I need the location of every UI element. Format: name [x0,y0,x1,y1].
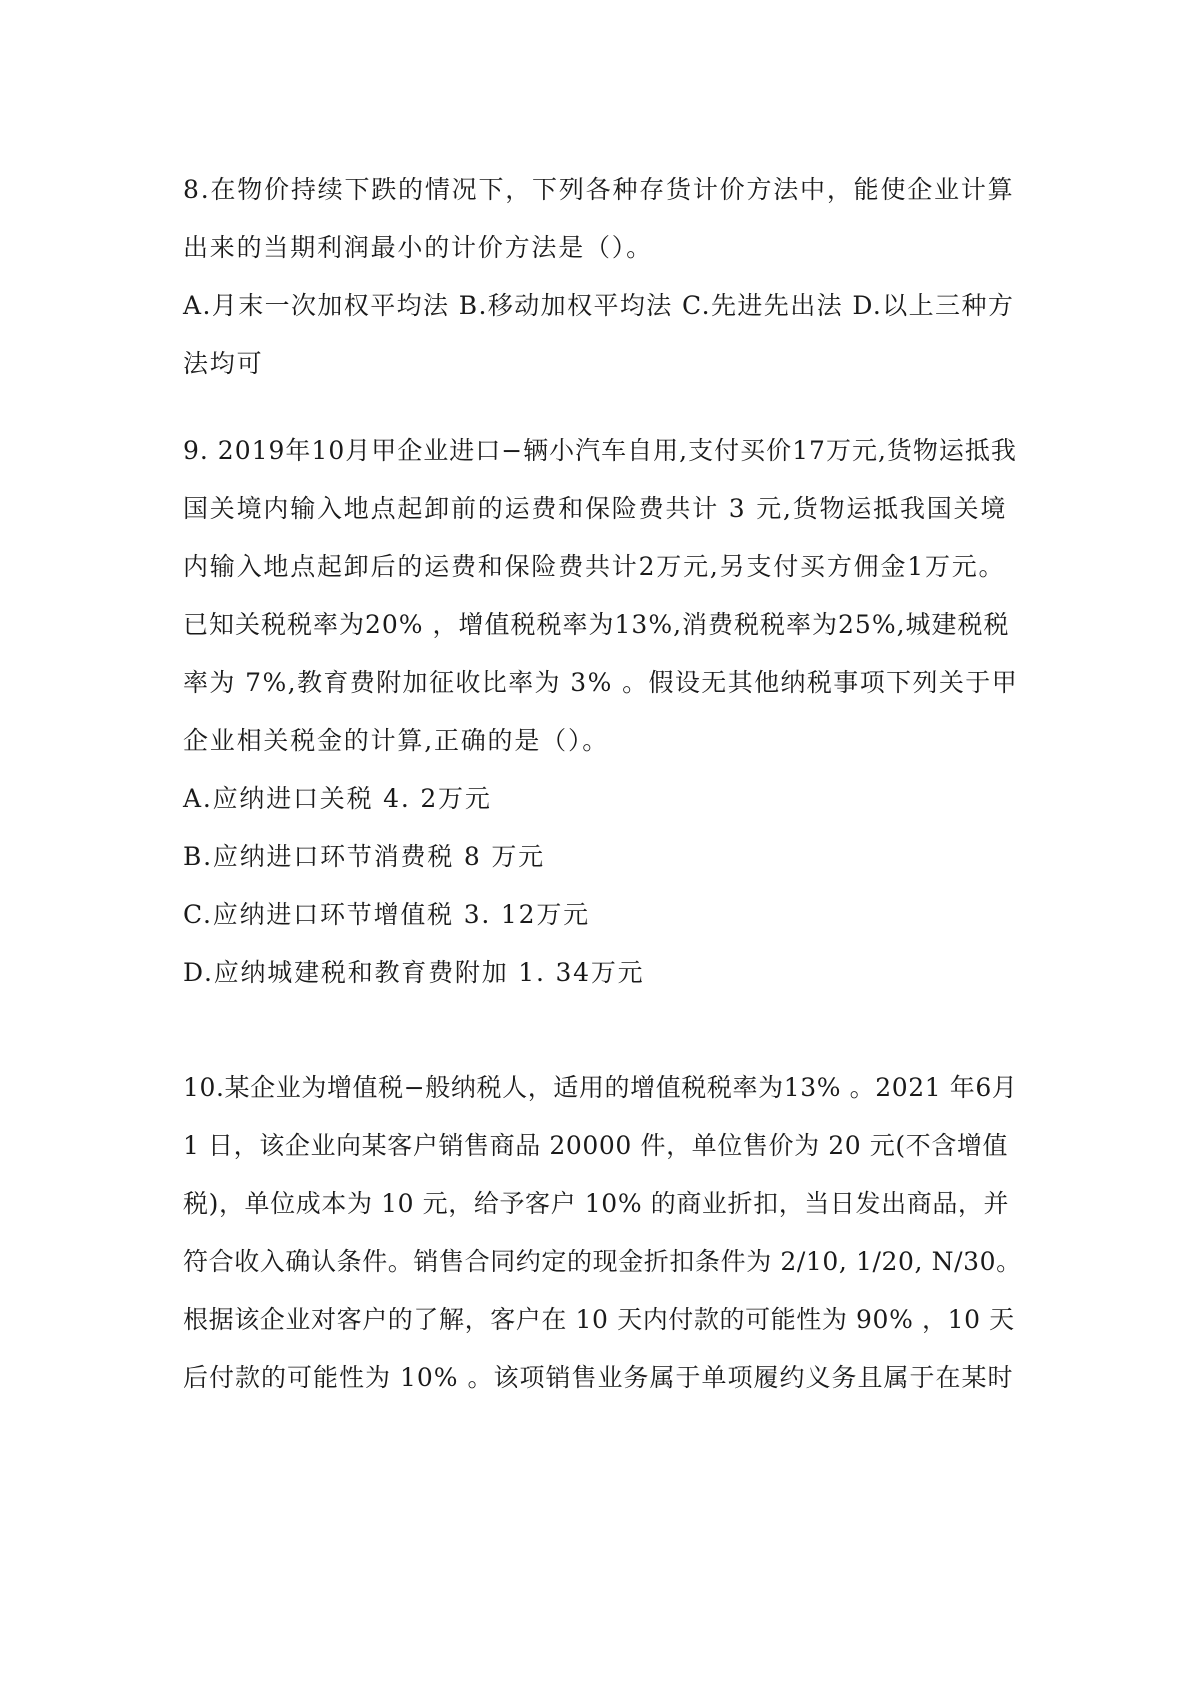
question-9-line-4: 已知关税税率为20% ，增值税税率为13%,消费税税率为25%,城建税税 [183,610,1010,639]
question-9-line-3: 内输入地点起卸后的运费和保险费共计2万元,另支付买方佣金1万元。 [183,552,1006,581]
question-8-line-2: 出来的当期利润最小的计价方法是（）。 [183,233,653,262]
question-9-line-5: 率为 7%,教育费附加征收比率为 3% 。假设无其他纳税事项下列关于甲 [183,668,1019,697]
question-8-options-line-1: A.月末一次加权平均法 B.移动加权平均法 C.先进先出法 D.以上三种方 [183,291,1015,320]
question-9-option-d: D.应纳城建税和教育费附加 1. 34万元 [183,958,645,987]
question-9-line-1: 9. 2019年10月甲企业进口−辆小汽车自用,支付买价17万元,货物运抵我 [183,436,1017,465]
question-10-line-1: 10.某企业为增值税−般纳税人，适用的增值税税率为13% 。2021 年6月 [183,1073,1018,1102]
question-10-line-4: 符合收入确认条件。销售合同约定的现金折扣条件为 2/10, 1/20, N/30。 [183,1247,1022,1276]
question-10-line-6: 后付款的可能性为 10% 。该项销售业务属于单项履约义务且属于在某时 [183,1363,1014,1392]
question-10-line-5: 根据该企业对客户的了解，客户在 10 天内付款的可能性为 90% ，10 天 [183,1305,1015,1334]
question-10-line-3: 税)，单位成本为 10 元，给予客户 10% 的商业折扣，当日发出商品，并 [183,1189,1010,1218]
question-9-option-b: B.应纳进口环节消费税 8 万元 [183,842,545,871]
question-9-line-6: 企业相关税金的计算,正确的是（）。 [183,726,610,755]
question-9-option-a: A.应纳进口关税 4. 2万元 [183,784,492,813]
question-9-line-2: 国关境内输入地点起卸前的运费和保险费共计 3 元,货物运抵我国关境 [183,494,1008,523]
question-9-option-c: C.应纳进口环节增值税 3. 12万元 [183,900,590,929]
question-8-options-line-2: 法均可 [183,349,264,378]
question-8-line-1: 8.在物价持续下跌的情况下，下列各种存货计价方法中，能使企业计算 [183,175,1015,204]
question-10-line-2: 1 日，该企业向某客户销售商品 20000 件，单位售价为 20 元(不含增值 [183,1131,1009,1160]
